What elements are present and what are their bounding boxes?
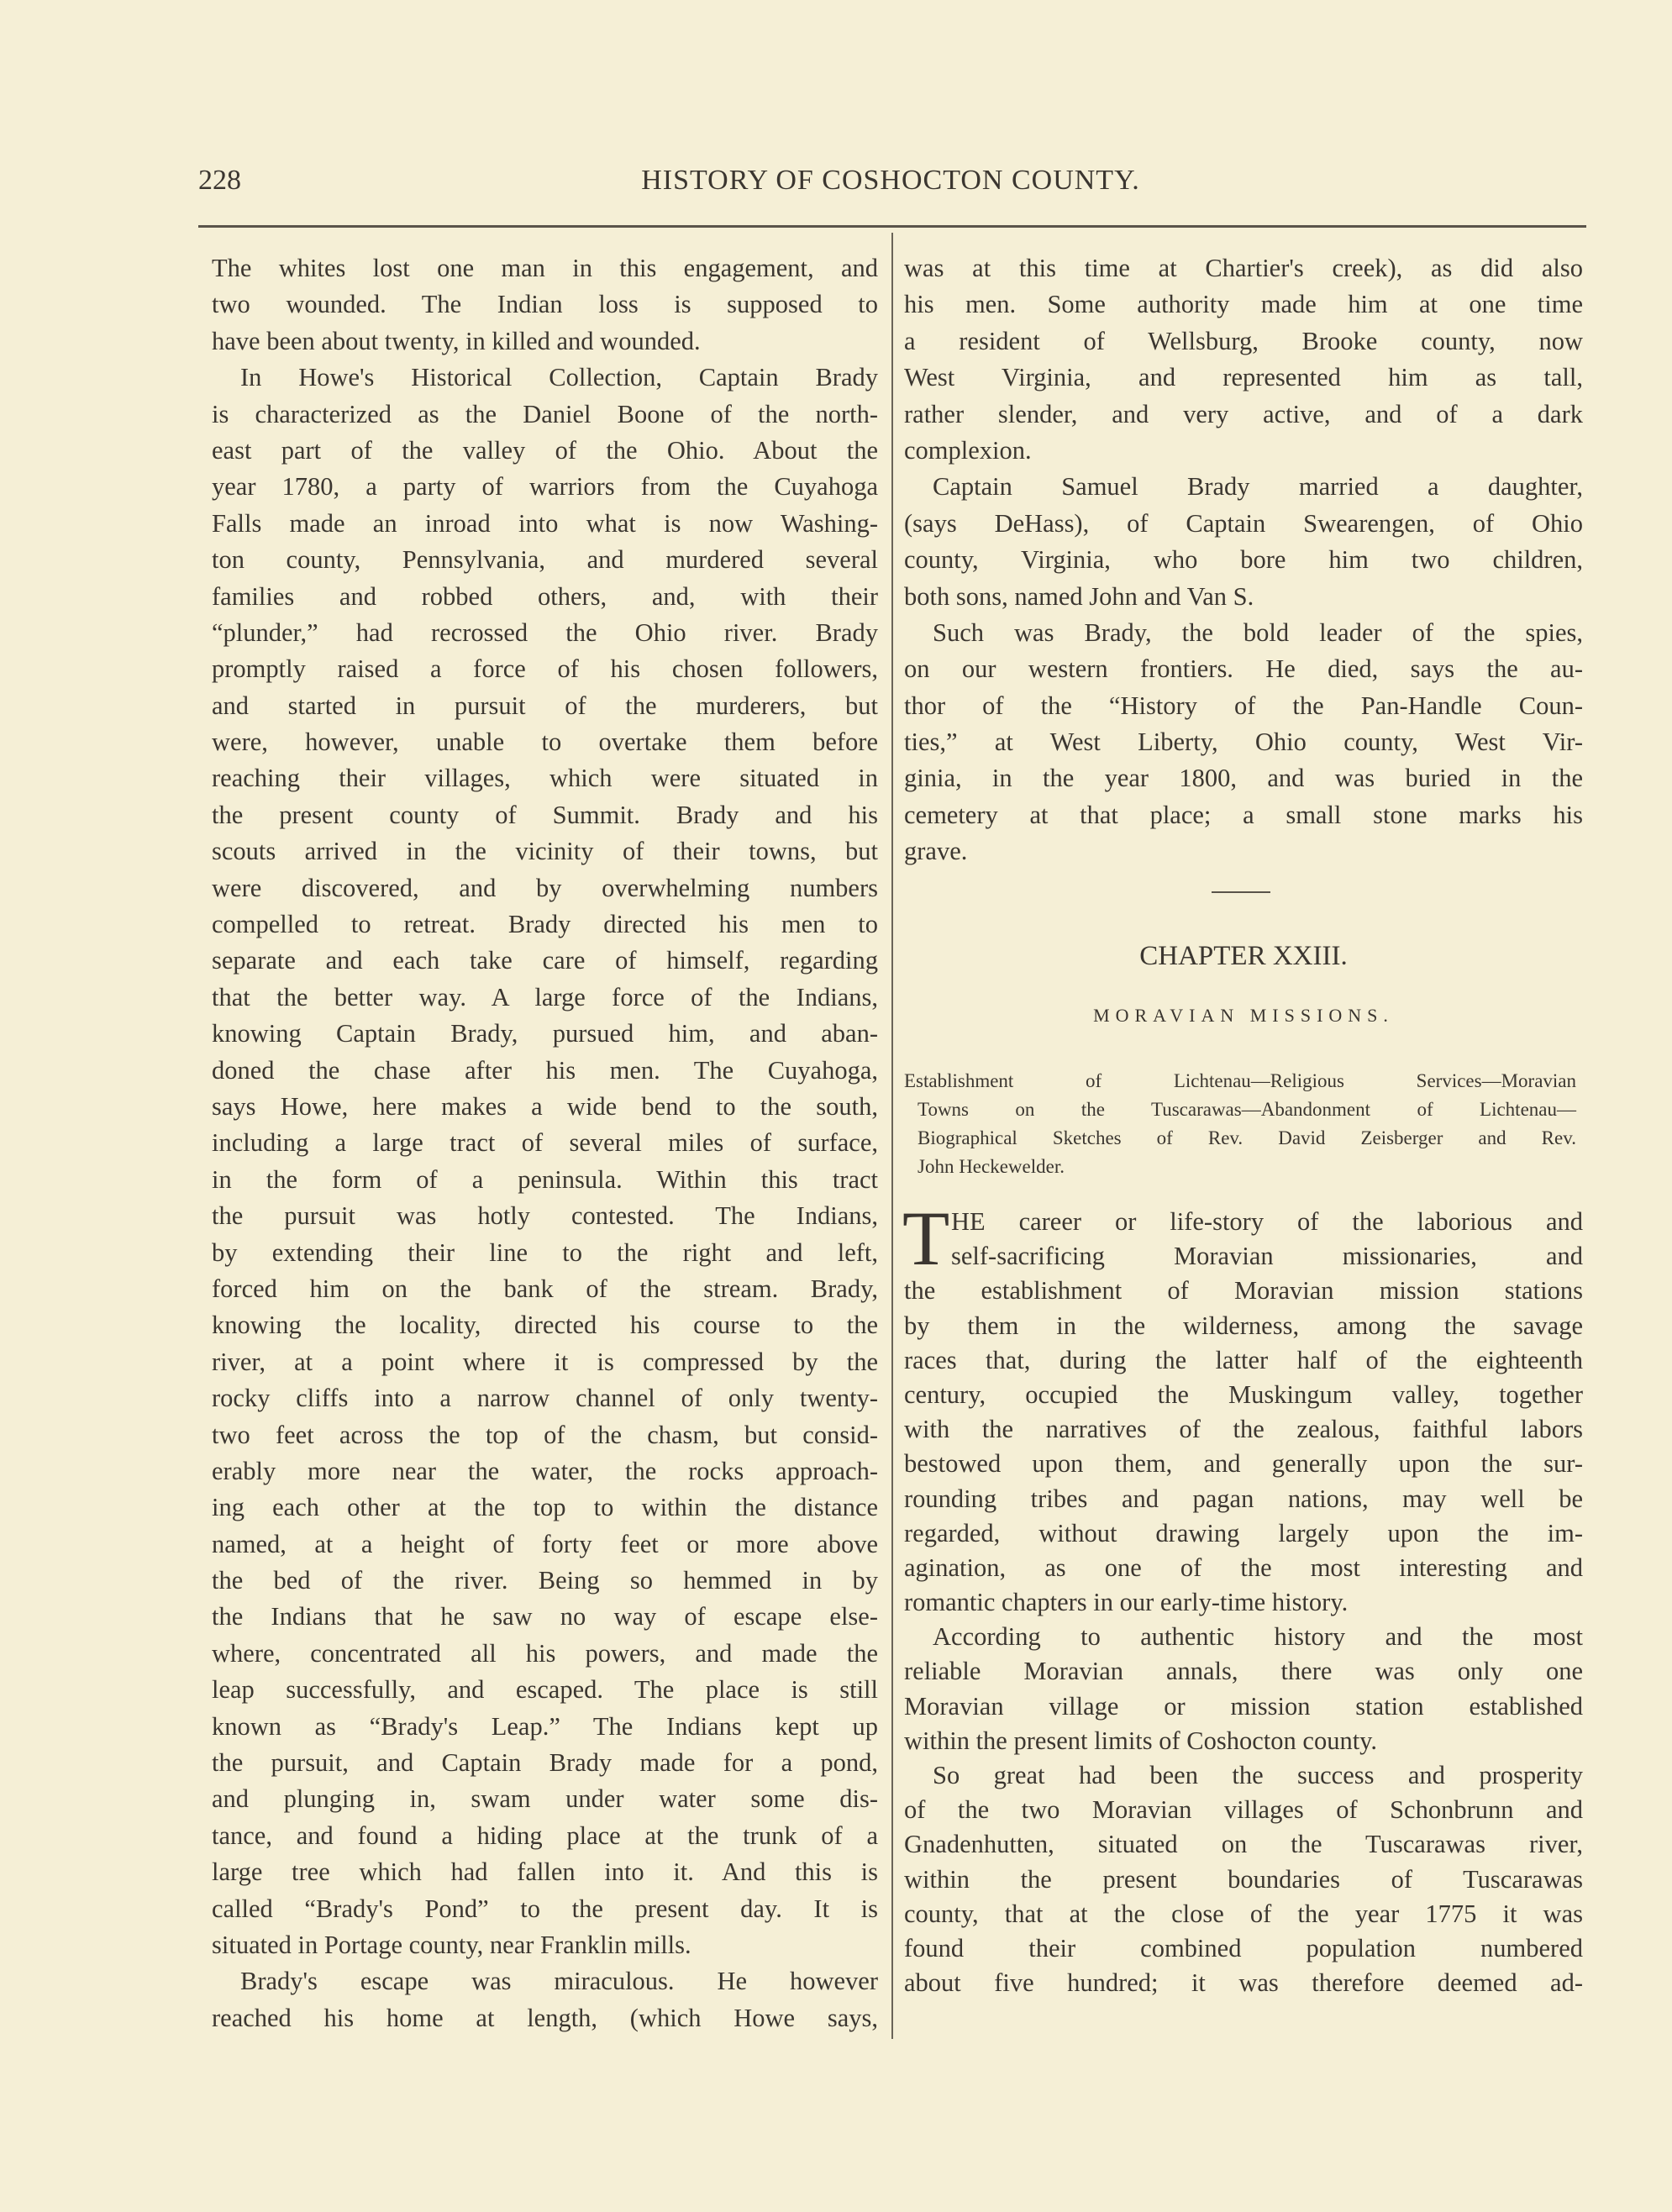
text-line: a resident of Wellsburg, Brooke county, now xyxy=(904,326,1583,355)
text-line: and started in pursuit of the murderers, but xyxy=(212,691,878,720)
page-number: 228 xyxy=(198,165,241,196)
text-line: regarded, without drawing largely upon the im- xyxy=(904,1518,1583,1547)
text-line: with the narratives of the zealous, faithful labors xyxy=(904,1415,1583,1444)
text-line: the present county of Summit. Brady and his xyxy=(212,800,878,829)
text-line: So great had been the success and prosperity xyxy=(933,1761,1583,1789)
paragraph xyxy=(212,1963,878,2036)
text-line: cemetery at that place; a small stone marks his xyxy=(904,800,1583,829)
text-line: Such was Brady, the bold leader of the spies, xyxy=(933,617,1583,647)
left-column xyxy=(212,250,878,2036)
text-line: by them in the wilderness, among the savage xyxy=(904,1311,1583,1340)
text-line: named, at a height of forty feet or more above xyxy=(212,1529,878,1558)
paragraph xyxy=(904,615,1583,870)
text-line: the Indians that he saw no way of escape else- xyxy=(212,1602,878,1631)
right-column-top xyxy=(904,250,1583,870)
summary-line: Towns on the Tuscarawas—Abandonment of Lichtenau— xyxy=(917,1099,1576,1120)
text-line: knowing Captain Brady, pursued him, and aban- xyxy=(212,1019,878,1048)
text-line: rather slender, and very active, and of a dark xyxy=(904,399,1583,428)
paragraph xyxy=(904,1205,1583,1620)
text-line: (says DeHass), of Captain Swearengen, of Ohio xyxy=(904,508,1583,538)
text-line: the pursuit, and Captain Brady made for a pond, xyxy=(212,1748,878,1778)
text-line: romantic chapters in our early-time history. xyxy=(904,1588,1349,1617)
text-line: his men. Some authority made him at one time xyxy=(904,290,1583,319)
text-line: self-sacrificing Moravian missionaries, and xyxy=(951,1242,1583,1271)
text-line: leap successfully, and escaped. The place is still xyxy=(212,1675,878,1705)
text-line: have been about twenty, in killed and wounded. xyxy=(212,326,701,355)
paragraph xyxy=(904,1620,1583,1758)
drop-cap: T xyxy=(902,1195,950,1281)
text-line: rocky cliffs into a narrow channel of only twenty- xyxy=(212,1384,878,1413)
text-line: was at this time at Chartier's creek), as did also xyxy=(904,254,1583,282)
text-line: agination, as one of the most interesting and xyxy=(904,1553,1583,1582)
text-line: reaching their villages, which were situated in xyxy=(212,764,878,793)
text-line: the pursuit was hotly contested. The Indians, xyxy=(212,1201,878,1231)
text-line: county, that at the close of the year 1775 it was xyxy=(904,1899,1583,1928)
text-line: ginia, in the year 1800, and was buried in the xyxy=(904,764,1583,793)
text-line: called “Brady's Pond” to the present day. It is xyxy=(212,1894,878,1923)
text-line: situated in Portage county, near Franklin mills. xyxy=(212,1930,691,1959)
text-line: “plunder,” had recrossed the Ohio river. Brady xyxy=(212,617,878,647)
text-line: Gnadenhutten, situated on the Tuscarawas river, xyxy=(904,1830,1583,1859)
text-line: separate and each take care of himself, regarding xyxy=(212,946,878,975)
text-line: of the two Moravian villages of Schonbrunn and xyxy=(904,1795,1583,1825)
right-column-body xyxy=(904,1205,1583,2000)
text-line: by extending their line to the right and left, xyxy=(212,1237,878,1267)
paragraph xyxy=(904,1758,1583,2000)
text-line: knowing the locality, directed his course to the xyxy=(212,1311,878,1340)
text-line: promptly raised a force of his chosen followers, xyxy=(212,654,878,684)
text-line: found their combined population numbered xyxy=(904,1933,1583,1962)
text-line: that the better way. A large force of the Indians, xyxy=(212,982,878,1011)
text-line: were discovered, and by overwhelming numbers xyxy=(212,873,878,902)
text-line: the bed of the river. Being so hemmed in by xyxy=(212,1566,878,1595)
text-line: ing each other at the top to within the distance xyxy=(212,1493,878,1522)
text-line: tance, and found a hiding place at the trunk of a xyxy=(212,1821,878,1850)
text-line: century, occupied the Muskingum valley, together xyxy=(904,1379,1583,1409)
text-line: where, concentrated all his powers, and made the xyxy=(212,1638,878,1668)
text-line: scouts arrived in the vicinity of their towns, but xyxy=(212,837,878,866)
text-line: forced him on the bank of the stream. Brady, xyxy=(212,1274,878,1303)
text-line: thor of the “History of the Pan-Handle Coun- xyxy=(904,691,1583,720)
text-line: on our western frontiers. He died, says the au- xyxy=(904,654,1583,684)
text-line: doned the chase after his men. The Cuyahoga, xyxy=(212,1055,878,1085)
text-line: Falls made an inroad into what is now Washing- xyxy=(212,508,878,538)
text-line: and plunging in, swam under water some dis- xyxy=(212,1784,878,1814)
paragraph xyxy=(212,360,878,1963)
text-line: rounding tribes and pagan nations, may well be xyxy=(904,1484,1583,1513)
text-line: both sons, named John and Van S. xyxy=(904,581,1254,611)
text-line: ton county, Pennsylvania, and murdered several xyxy=(212,545,878,575)
text-line: in the form of a peninsula. Within this tract xyxy=(212,1164,878,1194)
text-line: is characterized as the Daniel Boone of the north- xyxy=(212,399,878,428)
summary-line: Biographical Sketches of Rev. David Zeisberger and Rev. xyxy=(917,1127,1576,1148)
text-line: were, however, unable to overtake them before xyxy=(212,728,878,757)
paragraph xyxy=(904,250,1583,469)
running-title: HISTORY OF COSHOCTON COUNTY. xyxy=(641,165,1140,196)
text-line: two feet across the top of the chasm, but consid- xyxy=(212,1420,878,1449)
chapter-summary xyxy=(904,1067,1576,1181)
text-line: compelled to retreat. Brady directed his men to xyxy=(212,910,878,939)
column-divider xyxy=(891,233,893,2039)
chapter-title: CHAPTER XXIII. xyxy=(1139,941,1348,971)
text-line: the establishment of Moravian mission stations xyxy=(904,1276,1583,1306)
text-line: complexion. xyxy=(904,435,1032,465)
text-line: county, Virginia, who bore him two children, xyxy=(904,545,1583,575)
text-line: In Howe's Historical Collection, Captain Brady xyxy=(240,363,878,392)
text-line: races that, during the latter half of the eighteenth xyxy=(904,1345,1583,1374)
text-line: river, at a point where it is compressed by the xyxy=(212,1347,878,1376)
text-line: east part of the valley of the Ohio. About the xyxy=(212,435,878,465)
header-rule xyxy=(198,225,1586,228)
text-line: reached his home at length, (which Howe says, xyxy=(212,2003,878,2032)
text-line: grave. xyxy=(904,837,968,866)
text-line: Captain Samuel Brady married a daughter, xyxy=(933,472,1583,502)
text-line: ties,” at West Liberty, Ohio county, West Vir- xyxy=(904,728,1583,757)
summary-line: John Heckewelder. xyxy=(917,1156,1065,1177)
text-line: HE career or life-story of the laborious and xyxy=(951,1207,1583,1236)
section-rule xyxy=(1212,891,1270,893)
text-line: within the present boundaries of Tuscarawas xyxy=(904,1864,1583,1894)
text-line: two wounded. The Indian loss is supposed to xyxy=(212,290,878,319)
text-line: families and robbed others, and, with their xyxy=(212,581,878,611)
text-line: reliable Moravian annals, there was only one xyxy=(904,1657,1583,1686)
text-line: year 1780, a party of warriors from the Cuyahoga xyxy=(212,472,878,502)
text-line: Moravian village or mission station established xyxy=(904,1691,1583,1721)
summary-line: Establishment of Lichtenau—Religious Services—Moravian xyxy=(904,1070,1576,1091)
chapter-subtitle: MORAVIAN MISSIONS. xyxy=(1093,1005,1394,1026)
text-line: The whites lost one man in this engagement, and xyxy=(212,254,878,282)
text-line: including a large tract of several miles of surface, xyxy=(212,1128,878,1158)
text-line: says Howe, here makes a wide bend to the south, xyxy=(212,1091,878,1121)
text-line: According to authentic history and the most xyxy=(933,1622,1583,1652)
text-line: large tree which had fallen into it. And this is xyxy=(212,1857,878,1887)
paragraph xyxy=(212,250,878,360)
text-line: within the present limits of Coshocton county. xyxy=(904,1726,1378,1755)
paragraph xyxy=(904,469,1583,615)
text-line: erably more near the water, the rocks approach- xyxy=(212,1456,878,1485)
text-line: known as “Brady's Leap.” The Indians kept up xyxy=(212,1711,878,1741)
text-line: Brady's escape was miraculous. He however xyxy=(240,1967,878,1996)
text-line: West Virginia, and represented him as tall, xyxy=(904,363,1583,392)
text-line: about five hundred; it was therefore deemed ad- xyxy=(904,1968,1583,1998)
text-line: bestowed upon them, and generally upon the sur- xyxy=(904,1449,1583,1479)
